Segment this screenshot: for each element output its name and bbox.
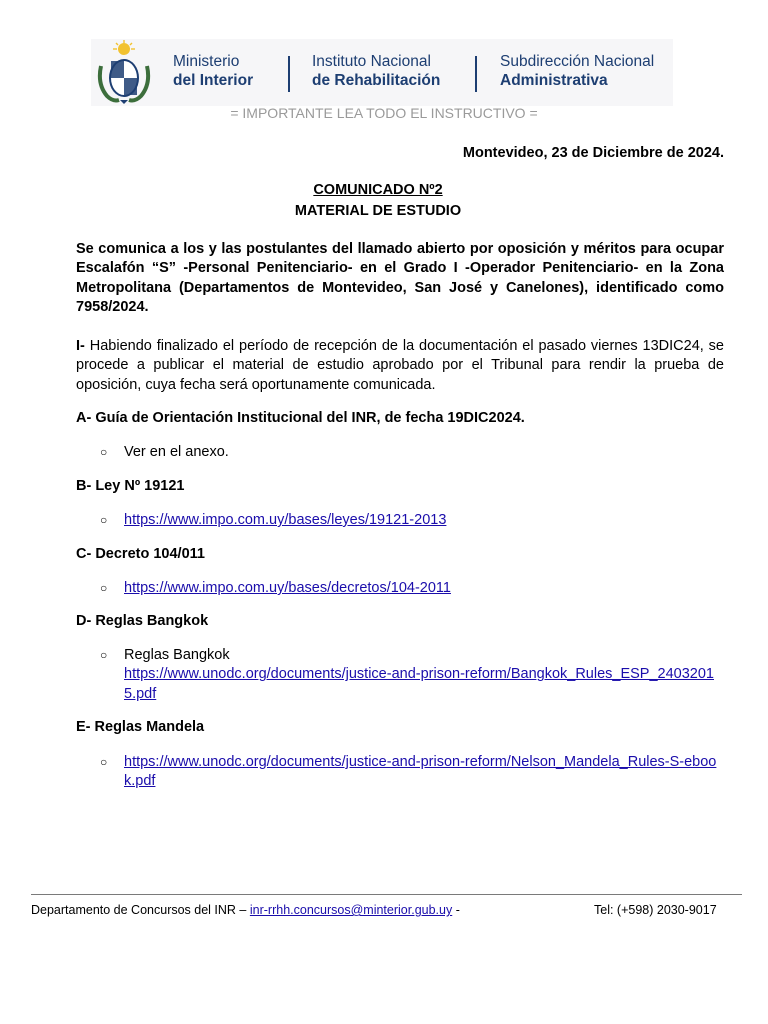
footer-phone: Tel: (+598) 2030-9017 [594, 903, 717, 917]
org-inr [312, 52, 440, 90]
document-subtitle: MATERIAL DE ESTUDIO [294, 203, 462, 219]
org-ministerio [173, 52, 253, 90]
bangkok-rules-link[interactable]: https://www.unodc.org/documents/justice-and-prison-reform/Bangkok_Rules_ESP_24032015.pdf [124, 666, 714, 702]
section-c-item [100, 579, 724, 598]
document-title: COMUNICADO Nº2 [313, 182, 443, 198]
bullet-circle-icon: ○ [100, 445, 108, 459]
org-inr-line1: Instituto Nacional [312, 53, 431, 70]
section-c-heading: C- Decreto 104/011 [76, 546, 205, 562]
section-a-item-text: Ver en el anexo. [124, 444, 229, 460]
section-e-item [100, 753, 724, 792]
section-one-text: Habiendo finalizado el período de recepción de la documentación el pasado viernes 13DIC24, se procede a publicar el material de estudio aprobado por el Tribunal para rendir la prueba de oposición, cuya fecha será oportunamente comunicada. [76, 338, 724, 393]
footer-dash: - [452, 903, 460, 917]
org-subdireccion [500, 52, 654, 90]
section-b-item [100, 511, 724, 530]
header-separator [475, 56, 477, 92]
footer-contact [31, 903, 460, 917]
org-subdireccion-line1: Subdirección Nacional [500, 53, 655, 70]
coat-of-arms-logo [93, 40, 155, 104]
org-ministerio-line1: Ministerio [173, 53, 240, 70]
bullet-circle-icon: ○ [100, 648, 108, 662]
bullet-circle-icon: ○ [100, 755, 108, 769]
section-d-heading: D- Reglas Bangkok [76, 613, 209, 629]
header-separator [288, 56, 290, 92]
document-date: Montevideo, 23 de Diciembre de 2024. [462, 145, 724, 161]
footer-department: Departamento de Concursos del INR – [31, 903, 250, 917]
footer-email-link[interactable]: inr-rrhh.concursos@minterior.gub.uy [249, 903, 453, 917]
mandela-rules-link[interactable]: https://www.unodc.org/documents/justice-and-prison-reform/Nelson_Mandela_Rules-S-ebook.pdf [124, 754, 717, 790]
decreto-104-011-link[interactable]: https://www.impo.com.uy/bases/decretos/104-2011 [124, 580, 451, 596]
section-d-item-text: Reglas Bangkok [124, 647, 230, 663]
bullet-circle-icon: ○ [100, 513, 108, 527]
ley-19121-link[interactable]: https://www.impo.com.uy/bases/leyes/19121-2013 [124, 512, 447, 528]
section-one-paragraph [76, 337, 724, 395]
section-one-marker: I- [76, 338, 85, 354]
section-d-item [100, 646, 724, 704]
section-a-item [100, 443, 724, 462]
section-b-heading: B- Ley Nº 19121 [76, 478, 185, 494]
org-inr-line2: de Rehabilitación [312, 72, 441, 89]
org-ministerio-line2: del Interior [173, 72, 254, 89]
section-e-heading: E- Reglas Mandela [76, 719, 205, 735]
bullet-circle-icon: ○ [100, 581, 108, 595]
footer-divider [31, 894, 742, 895]
header-banner [91, 39, 673, 106]
org-subdireccion-line2: Administrativa [500, 72, 608, 89]
section-a-heading: A- Guía de Orientación Institucional del INR, de fecha 19DIC2024. [76, 410, 525, 426]
important-notice: = IMPORTANTE LEA TODO EL INSTRUCTIVO = [230, 105, 538, 121]
intro-paragraph: Se comunica a los y las postulantes del llamado abierto por oposición y méritos para ocupar Escalafón “S” -Personal Penitenciario- en el Grado I -Operador Penitenciario- en la Zona Metropolitana (Departamentos de Montevideo, San José y Canelones), identificado como 7958/2024. [76, 241, 724, 315]
